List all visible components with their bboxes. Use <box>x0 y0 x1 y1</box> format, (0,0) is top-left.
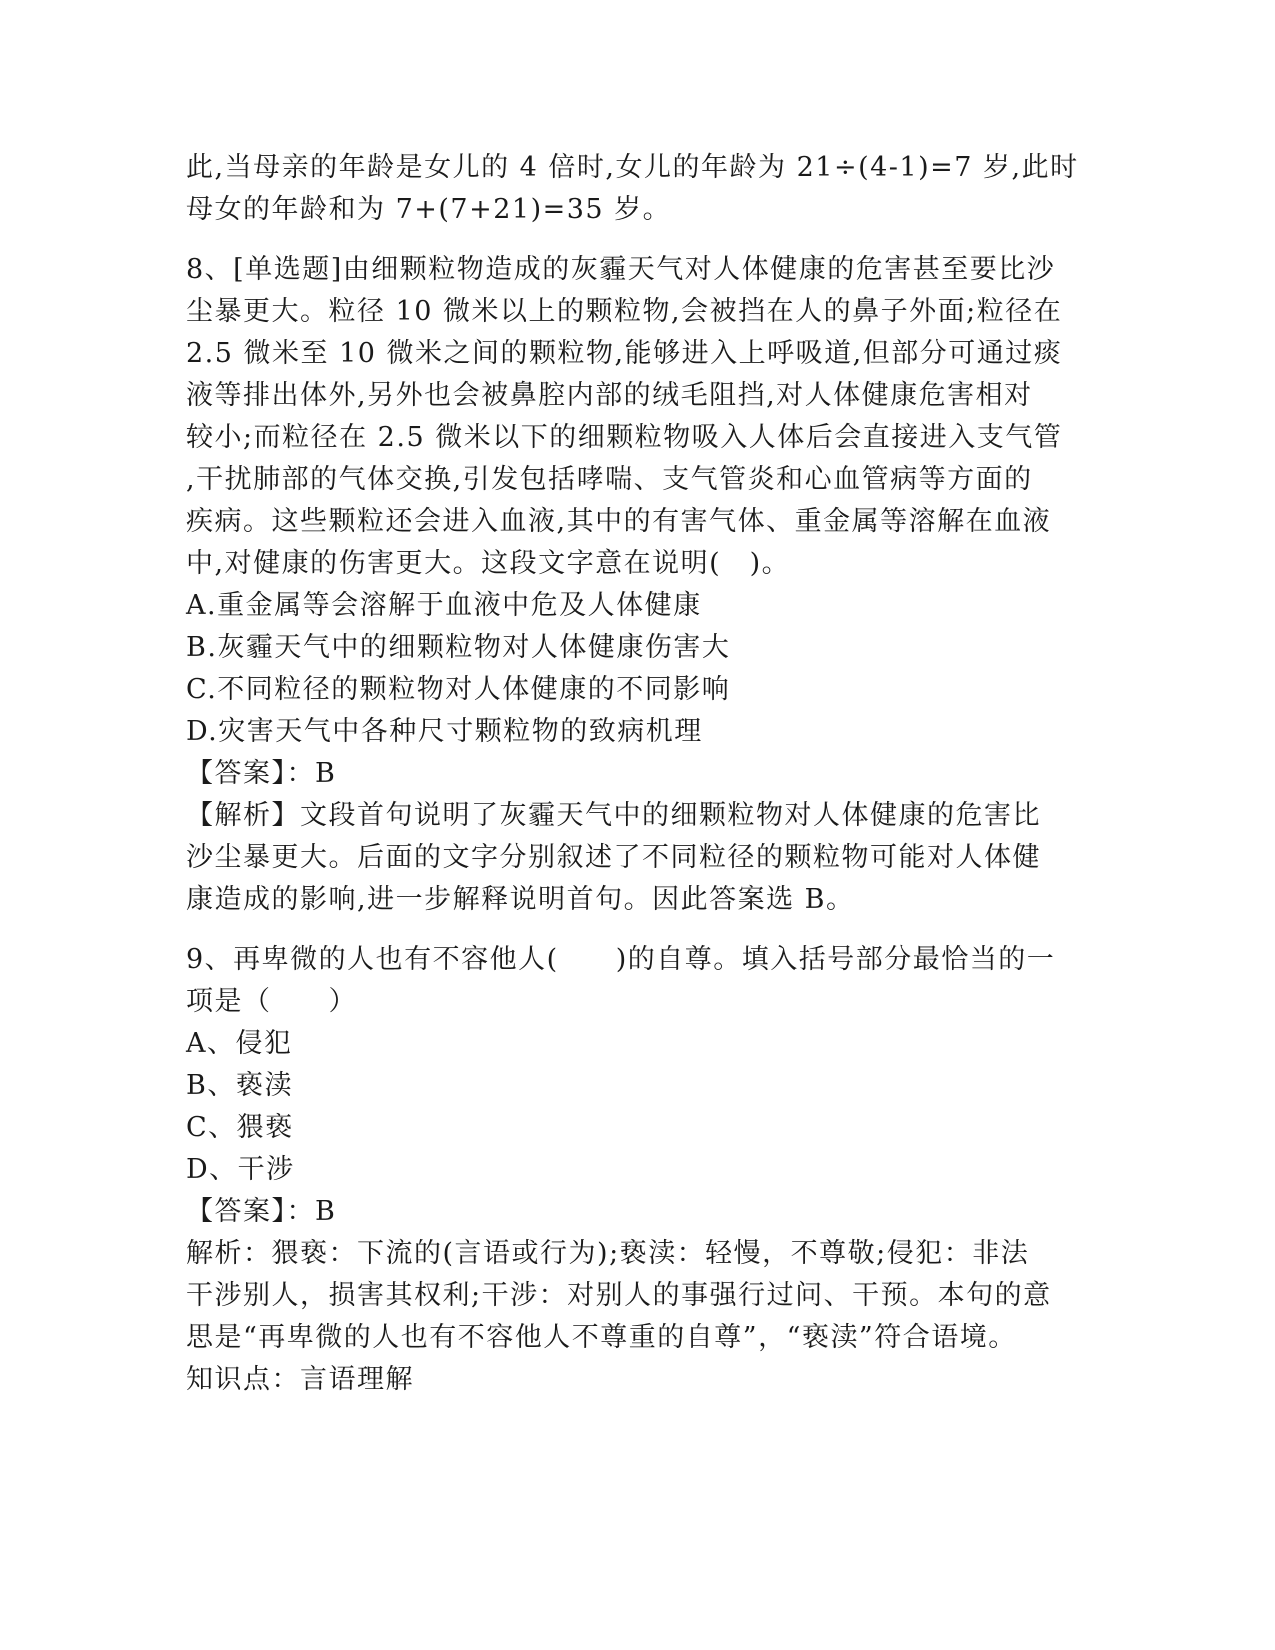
text-line: 此,当母亲的年龄是女儿的 4 倍时,女儿的年龄为 21÷(4-1)=7 岁,此时 <box>186 152 1079 183</box>
option-d: D.灾害天气中各种尺寸颗粒物的致病机理 <box>186 716 703 747</box>
answer-line: 【答案】：B <box>186 1196 337 1227</box>
analysis <box>186 795 1086 921</box>
answer-line: 【答案】：B <box>186 758 337 789</box>
question-8 <box>186 249 1086 921</box>
document-page <box>186 147 1086 1401</box>
knowledge-point: 知识点：言语理解 <box>186 1364 414 1395</box>
question-9 <box>186 939 1086 1401</box>
question-stem <box>186 249 1086 585</box>
text-line: 疾病。这些颗粒还会进入血液,其中的有害气体、重金属等溶解在血液 <box>186 506 1052 537</box>
previous-answer-continuation <box>186 147 1086 231</box>
option-a: A.重金属等会溶解于血液中危及人体健康 <box>186 590 702 621</box>
text-line: 液等排出体外,另外也会被鼻腔内部的绒毛阻挡,对人体健康危害相对 <box>186 380 1033 411</box>
text-line: 【解析】文段首句说明了灰霾天气中的细颗粒物对人体健康的危害比 <box>186 800 1041 831</box>
option-c: C、猥亵 <box>186 1112 294 1143</box>
text-line: 解析：猥亵：下流的(言语或行为);亵渎：轻慢，不尊敬;侵犯：非法 <box>186 1238 1030 1269</box>
option-list <box>186 1023 1086 1191</box>
text-line: 沙尘暴更大。后面的文字分别叙述了不同粒径的颗粒物可能对人体健 <box>186 842 1041 873</box>
text-line: 母女的年龄和为 7+(7+21)=35 岁。 <box>186 194 672 225</box>
option-c: C.不同粒径的颗粒物对人体健康的不同影响 <box>186 674 731 705</box>
text-line: 尘暴更大。粒径 10 微米以上的颗粒物,会被挡在人的鼻子外面;粒径在 <box>186 296 1063 327</box>
option-list <box>186 585 1086 753</box>
text-line: 思是“再卑微的人也有不容他人不尊重的自尊”，“亵渎”符合语境。 <box>186 1322 1017 1353</box>
option-b: B.灰霾天气中的细颗粒物对人体健康伤害大 <box>186 632 731 663</box>
option-b: B、亵渎 <box>186 1070 293 1101</box>
analysis <box>186 1233 1086 1401</box>
text-line: 2.5 微米至 10 微米之间的颗粒物,能够进入上呼吸道,但部分可通过痰 <box>186 338 1063 369</box>
text-line: 干涉别人，损害其权利;干涉：对别人的事强行过问、干预。本句的意 <box>186 1280 1052 1311</box>
option-a: A、侵犯 <box>186 1028 293 1059</box>
text-line: 8、[单选题]由细颗粒物造成的灰霾天气对人体健康的危害甚至要比沙 <box>186 254 1056 285</box>
question-stem <box>186 939 1086 1023</box>
text-line: 9、再卑微的人也有不容他人( )的自尊。填入括号部分最恰当的一 <box>186 944 1056 975</box>
text-line: 中,对健康的伤害更大。这段文字意在说明( )。 <box>186 548 791 579</box>
text-line: 康造成的影响,进一步解释说明首句。因此答案选 B。 <box>186 884 855 915</box>
text-line: 项是（ ） <box>186 986 357 1017</box>
option-d: D、干涉 <box>186 1154 295 1185</box>
text-line: 较小;而粒径在 2.5 微米以下的细颗粒物吸入人体后会直接进入支气管 <box>186 422 1063 453</box>
text-line: ,干扰肺部的气体交换,引发包括哮喘、支气管炎和心血管病等方面的 <box>186 464 1033 495</box>
